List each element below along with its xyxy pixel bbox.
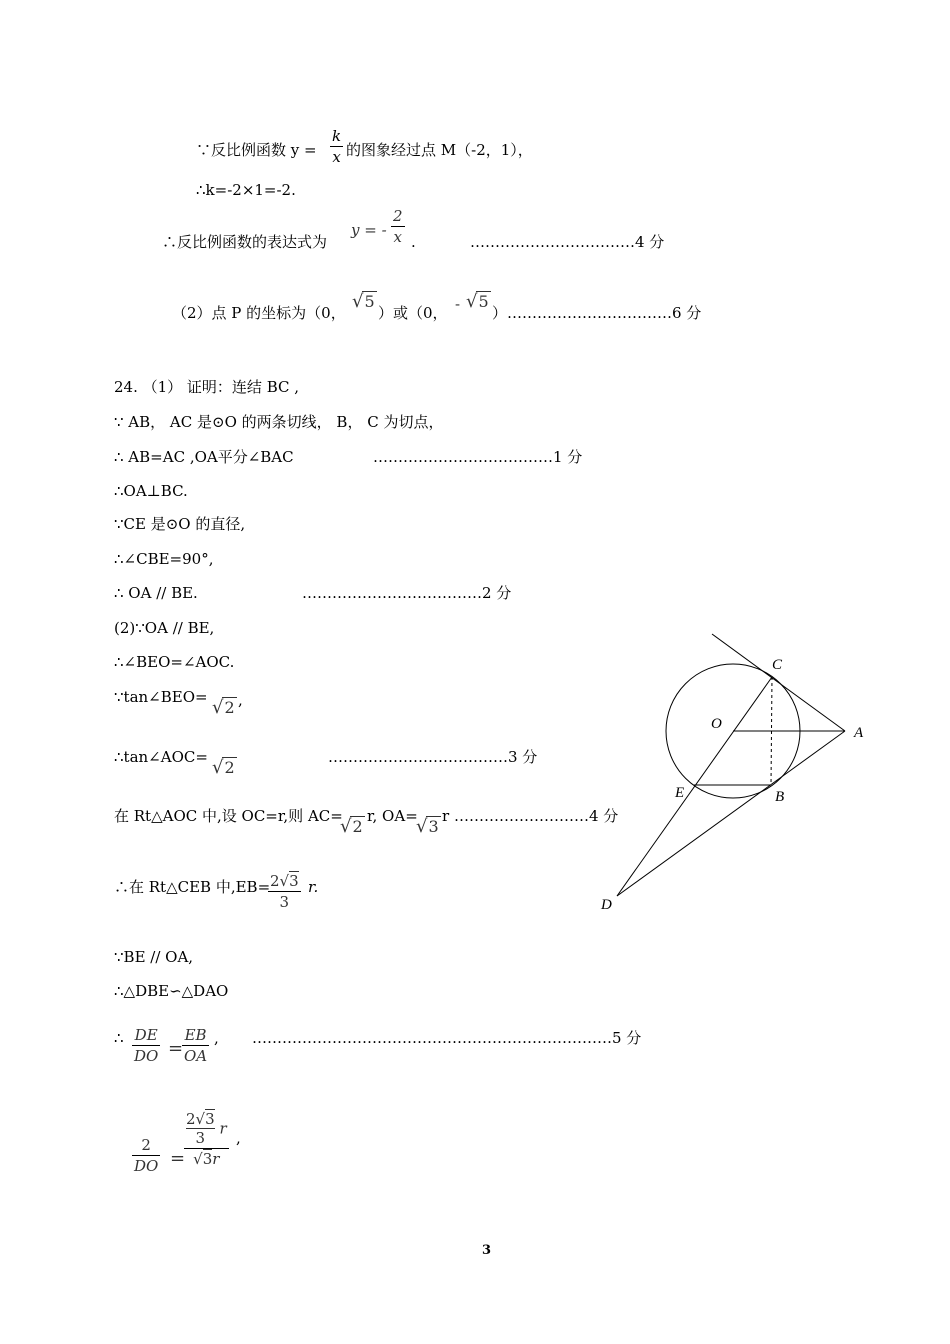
fraction-numerator: 2 [141, 1136, 151, 1154]
fraction-denominator: x [332, 148, 341, 166]
q24-line-7: ∴ OA // BE. [114, 584, 198, 602]
q24-line-15: ∴△DBE∽△DAO [114, 982, 229, 1000]
comma: , [238, 691, 243, 709]
fraction-bar [132, 1045, 160, 1046]
q24-line-4: ∴OA⊥BC. [114, 482, 188, 500]
q24-line-12-prefix: 在 Rt△AOC 中,设 OC=r,则 AC= [114, 807, 343, 825]
eq-line-4-prefix: （2）点 P 的坐标为（0， [172, 304, 346, 322]
fraction-bar [268, 891, 301, 892]
negative-sign: - [455, 295, 461, 313]
radicand: 3 [202, 1150, 213, 1168]
label-e: E [675, 785, 685, 801]
q24-line-16-prefix: ∴ [114, 1029, 124, 1047]
q24-line-5: ∵CE 是⊙O 的直径, [114, 515, 246, 533]
q24-line-8: (2)∵OA // BE, [114, 619, 215, 637]
score-3: ………………………………3 分 [328, 748, 538, 766]
q24-line-16-comma: , [214, 1029, 219, 1047]
label-d: D [601, 897, 612, 913]
q24-line-12-suffix: r ………………………4 分 [442, 807, 619, 825]
sqrt-2-a: √2 [212, 697, 235, 718]
fraction-numerator: 2 [393, 207, 403, 225]
inner-denominator: 3 [195, 1129, 206, 1147]
fraction-denominator: OA [184, 1047, 208, 1065]
fraction-bar [182, 1045, 209, 1046]
fraction-numerator [268, 872, 301, 890]
coefficient: 2 [270, 872, 280, 890]
label-b: B [775, 789, 785, 805]
equals-sign: = [168, 1038, 184, 1059]
sqrt-icon: √ [195, 1110, 206, 1128]
de-over-do-fraction [132, 1026, 160, 1065]
inner-numerator [186, 1110, 215, 1128]
q24-line-14: ∵BE // OA, [114, 948, 194, 966]
fraction-numerator: k [332, 127, 342, 145]
radicand: 3 [205, 1110, 215, 1128]
q24-line-9: ∴∠BEO=∠AOC. [114, 653, 235, 671]
k-over-x-fraction [330, 127, 343, 166]
q24-line-2: ∵ AB， AC 是⊙O 的两条切线， B， C 为切点， [114, 413, 444, 431]
r-variable: r [212, 1150, 220, 1168]
complex-fraction-numerator [184, 1110, 229, 1147]
geometry-figure [590, 625, 890, 925]
score-1: ………………………………1 分 [373, 448, 583, 466]
sqrt-2-b: √2 [212, 757, 235, 778]
eq-line-3-prefix: ∴反比例函数的表达式为 [162, 233, 328, 251]
q24-line-10-prefix: ∵tan∠BEO= [114, 688, 208, 706]
q24-line-13-suffix: r. [308, 878, 319, 896]
q24-line-12-mid: r, OA= [367, 807, 418, 825]
two-over-do-fraction [132, 1136, 160, 1175]
sqrt-3-a: √3 [416, 816, 439, 837]
label-o: O [711, 716, 722, 732]
q24-line-3: ∴ AB=AC ,OA平分∠BAC [114, 448, 294, 466]
sqrt-5-a: √5 [352, 291, 375, 312]
q24-line-6: ∴∠CBE=90°, [114, 550, 214, 568]
equals-sign-2: = [170, 1148, 186, 1169]
inner-fraction [186, 1110, 215, 1147]
radicand: 3 [289, 872, 299, 890]
tangent-line-ac [712, 634, 845, 731]
q24-line-11-prefix: ∴tan∠AOC= [114, 748, 208, 766]
radicand: 5 [364, 292, 375, 311]
radicand: 5 [478, 292, 489, 311]
eq-line-4-suffix: ）……………………………6 分 [492, 304, 702, 322]
radicand: 2 [352, 817, 363, 836]
tangent-line-ad [617, 731, 845, 896]
complex-fraction-denominator [184, 1150, 229, 1168]
label-a: A [854, 725, 864, 741]
sqrt-5-b: √5 [466, 291, 489, 312]
eq-line-4-mid: ）或（0， [378, 304, 448, 322]
fraction-bar [391, 226, 405, 227]
label-c: C [772, 657, 783, 673]
q24-line-1: 24. （1） 证明：连结 BC , [114, 378, 300, 396]
fraction-numerator: EB [184, 1026, 207, 1044]
fraction-denominator: DO [134, 1047, 159, 1065]
eb-over-oa-fraction [182, 1026, 209, 1065]
last-comma: , [236, 1129, 241, 1147]
eq-line-1-prefix: ∵反比例函数 y = [196, 141, 317, 159]
eq-line-3-period: . [411, 233, 416, 251]
line-cd [617, 677, 772, 896]
sqrt-icon: √ [193, 1150, 203, 1168]
score-4: ……………………………4 分 [470, 233, 665, 251]
score-5: ………………………………………………………………5 分 [252, 1029, 642, 1047]
fraction-denominator: x [393, 228, 402, 246]
page-number: 3 [482, 1243, 492, 1258]
fraction-numerator: DE [134, 1026, 158, 1044]
complex-fraction [184, 1110, 229, 1168]
q24-line-13-prefix: ∴在 Rt△CEB 中,EB= [114, 878, 271, 896]
fraction-bar [132, 1155, 160, 1156]
radicand: 3 [428, 817, 439, 836]
fraction-bar [330, 146, 343, 147]
sqrt-3-icon: √ [279, 872, 290, 890]
eq-line-1-suffix: 的图象经过点 M（-2，1）， [346, 141, 533, 159]
eb-fraction [268, 872, 301, 911]
score-2: ………………………………2 分 [302, 584, 512, 602]
fraction-denominator: DO [134, 1157, 159, 1175]
two-over-x-fraction [391, 207, 405, 246]
radicand: 2 [224, 758, 235, 777]
radicand: 2 [224, 698, 235, 717]
sqrt-2-c: √2 [340, 816, 363, 837]
coefficient: 2 [186, 1110, 196, 1128]
fraction-denominator: 3 [279, 893, 290, 911]
r-variable: r [219, 1119, 227, 1138]
eq-line-3-expr: y = - [351, 221, 387, 239]
eq-line-2: ∴k=-2×1=-2. [196, 181, 296, 199]
